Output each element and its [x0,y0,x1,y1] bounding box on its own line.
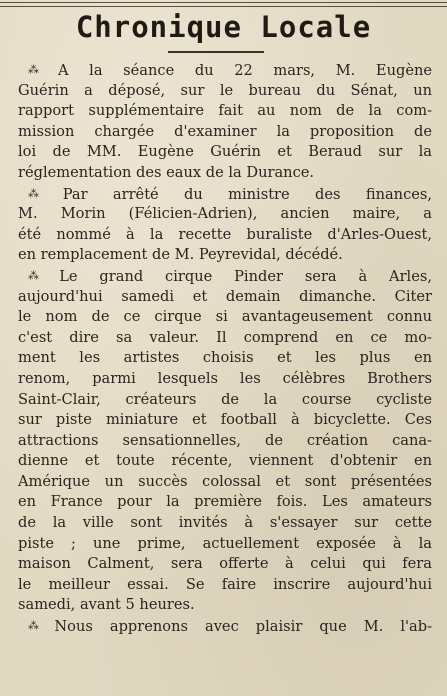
paragraph-senate-report [18,60,432,184]
top-rule [0,2,447,7]
text-line: ment les artistes choisis et les plus en [18,349,432,367]
text-line: ⁂ Par arrêté du ministre des finances, [28,185,432,203]
asterism-icon: ⁂ [28,619,51,633]
paragraph-appointment [18,184,432,266]
text-line: ⁂ A la séance du 22 mars, M. Eugène [28,62,432,79]
article-body [18,60,432,637]
text-line: en France pour la première fois. Les amateurs [18,493,432,511]
asterism-icon: ⁂ [28,63,54,76]
page-title: Chronique Locale [75,10,372,44]
text-line: dienne et toute récente, viennent d'obtenir en [18,452,432,470]
text-line: sur piste miniature et football à bicyclette. Ces [18,411,432,429]
text-line: ⁂ Le grand cirque Pinder sera à Arles, [28,267,432,285]
text-line: piste ; une prime, actuellement exposée à la [18,534,432,552]
text-line: le nom de ce cirque si avantageusement connu [18,308,432,326]
text-line: été nommé à la recette buraliste d'Arles-Ouest, [18,225,432,243]
text-line: Saint-Clair, créateurs de la course cycliste [18,390,432,408]
text-line: de la ville sont invités à s'essayer sur cette [18,514,432,532]
paragraph-announcement [18,616,432,637]
text-line: c'est dire sa valeur. Il comprend en ce mo- [18,328,432,346]
paragraph-circus [18,266,432,616]
text-line: le meilleur essai. Se faire inscrire aujourd'hui [18,575,432,593]
text-line: Guérin a déposé, sur le bureau du Sénat, un [18,81,432,99]
text-line: rapport supplémentaire fait au nom de la com- [18,102,432,120]
asterism-icon: ⁂ [28,268,56,282]
text-line: samedi, avant 5 heures. [18,596,195,614]
text-line: réglementation des eaux de la Durance. [18,163,315,181]
text-line: ⁂ Nous apprenons avec plaisir que M. l'ab- [28,618,432,636]
text-line: aujourd'hui samedi et demain dimanche. Citer [18,287,432,305]
text-line: mission chargée d'examiner la proposition de [18,122,432,140]
text-line: attractions sensationnelles, de création cana- [18,431,432,449]
text-line: Amérique un succès colossal et sont présentées [18,472,432,490]
text-line: renom, parmi lesquels les célèbres Brothers [18,369,432,387]
text-line: maison Calment, sera offerte à celui qui fera [18,555,432,573]
text-line: en remplacement de M. Peyrevidal, décédé. [18,246,343,264]
title-underline [168,51,264,53]
text-line: M. Morin (Félicien-Adrien), ancien maire, a [18,205,432,223]
text-line: loi de MM. Eugène Guérin et Beraud sur la [18,143,432,161]
asterism-icon: ⁂ [28,186,59,200]
